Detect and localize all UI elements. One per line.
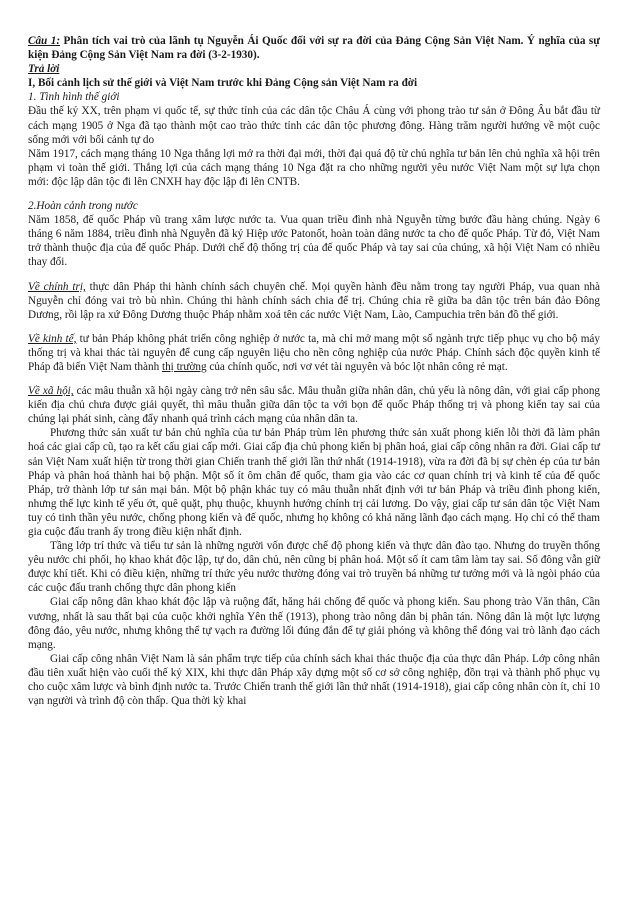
question-label: Câu 1: xyxy=(28,35,61,47)
document-page xyxy=(28,34,600,708)
paragraph-economy xyxy=(28,332,600,374)
economy-lead: Về kinh tế, xyxy=(28,332,77,345)
economy-text-1: tư bản Pháp không phát triển công nghiệp ở nước ta, mà chỉ mở mang một số ngành trực tiếp phục vụ cho bộ máy thống trị và khai thác tài nguyên để cung cấp nguyên liệu cho nền công nghiệp của nước Pháp. Chính sách độc quyền kinh tế Pháp đã biến Việt Nam thành xyxy=(28,332,600,373)
question-text: Phân tích vai trò của lãnh tụ Nguyễn Ái Quốc đối với sự ra đời của Đảng Cộng Sản Việt Nam. Ý nghĩa của sự kiện Đảng Cộng Sản Việt Nam ra đời (3-2-1930). xyxy=(28,35,600,62)
market-link[interactable]: thị trường xyxy=(161,360,207,373)
politics-text: thực dân Pháp thi hành chính sách chuyên chế. Mọi quyền hành đều nằm trong tay người Pháp, vua quan nhà Nguyễn chỉ đóng vai trò bù nhìn. Chúng thi hành chính sách chia để trị. Chúng chia rẽ giữa ba dân tộc trên bán đảo Đông Dương, rồi lập ra xứ Đông Dương thuộc Pháp nhằm xoá tên các nước Việt Nam, Lào, Campuchia trên bản đồ thế giới. xyxy=(28,280,600,321)
paragraph-domestic-1: Năm 1858, đế quốc Pháp vũ trang xâm lược nước ta. Vua quan triều đình nhà Nguyễn từng bước đầu hàng chúng. Ngày 6 tháng 6 năm 1884, triều đình nhà Nguyễn đã ký Hiệp ước Patonốt, hoàn toàn dâng nước ta cho đế quốc Pháp. Từ đó, Việt Nam trở thành thuộc địa của đế quốc Pháp. Dưới chế độ thống trị của đế quốc Pháp và tay sai của chúng, xã hội Việt Nam có nhiều thay đổi. xyxy=(28,214,600,269)
paragraph-intellectuals: Tầng lớp trí thức và tiểu tư sản là những người vốn được chế độ phong kiến và thực dân đào tạo. Nhưng do truyền thống yêu nước chi phối, họ khao khát độc lập, tự do, dân chủ, nên cũng bị phân hoá. Một số ít cam tâm làm tay sai. Số đông vẫn giữ được khí tiết. Khi có điều kiện, những trí thức yêu nước thường đóng vai trò truyền bá những tư tưởng mới và là ngòi pháo của các cuộc đấu tranh chống thực dân phong kiến xyxy=(28,540,600,595)
paragraph-workers: Giai cấp công nhân Việt Nam là sản phẩm trực tiếp của chính sách khai thác thuộc địa của thực dân Pháp. Lớp công nhân đầu tiên xuất hiện vào cuối thế kỷ XIX, khi thực dân Pháp xây dựng một số cơ sở công nghiệp, đồn trại và thành phố phục vụ cho cuộc xâm lược và bình định nước ta. Trước Chiến tranh thế giới lần thứ nhất (1914-1918), giai cấp công nhân còn ít, chỉ 10 vạn người và trình độ còn thấp. Qua thời kỳ khai xyxy=(28,652,600,708)
paragraph-classes: Phương thức sản xuất tư bản chủ nghĩa của tư bản Pháp trùm lên phương thức sản xuất phong kiến lỗi thời đã làm phân hoá các giai cấp cũ, tạo ra kết cấu giai cấp mới. Giai cấp địa chủ phong kiến bị phân hoá, giai cấp công nhân ra đời. Giai cấp tư sản Việt Nam xuất hiện từ trong thời gian Chiến tranh thế giới lần thứ nhất (1914-1918), vừa ra đời đã bị sự chèn ép của tư bản Pháp và phân hoá thành hai bộ phận. Một số ít ôm chân đế quốc, tham gia vào các cơ quan chính trị và kinh tế của đế quốc Pháp, trở thành lớp tư sản mại bản. Một bộ phận khác tuy có mâu thuẫn nhất định với tư bản Pháp và triều đình phong kiến, nhưng thế lực kinh tế yếu ớt, quê quặt, phụ thuộc, khuynh hướng chính trị cải lương. Do vậy, giai cấp tư sản dân tộc Việt Nam tuy có tinh thần yêu nước, chống phong kiến và đế quốc, nhưng họ không có khả năng lãnh đạo cách mạng. Họ chỉ có thể tham gia cuộc đấu tranh ấy trong điều kiện nhất định. xyxy=(28,427,600,538)
paragraph-world-1: Đầu thế kỷ XX, trên phạm vi quốc tế, sự thức tỉnh của các dân tộc Châu Á cùng với phong trào tư sản ở Đông Âu bắt đầu từ cách mạng 1905 ở Nga đã tạo thành một cao trào thức tỉnh các dân tộc phương đông. Hàng trăm người hướng về một cuộc sống mới với bối cảnh tự do xyxy=(28,105,600,146)
paragraph-politics xyxy=(28,280,600,322)
section-heading: I, Bối cảnh lịch sử thế giới và Việt Nam trước khi Đảng Cộng sản Việt Nam ra đời xyxy=(28,77,418,90)
answer-label: Trả lời xyxy=(28,63,60,76)
society-text: các mâu thuẫn xã hội ngày càng trở nên sâu sắc. Mâu thuẫn giữa nhân dân, chủ yếu là nông dân, với giai cấp phong kiến địa chủ chưa được giải quyết, thì mâu thuẫn giữa dân tộc ta với bọn đế quốc Pháp thống trị và phong kiến tay sai của chúng lại phát sinh, càng đẩy nhanh quá trình cách mạng của nhân dân ta. xyxy=(28,385,601,426)
subheading-domestic: 2.Hoàn cảnh trong nước xyxy=(28,200,138,213)
paragraph-society xyxy=(28,384,600,426)
paragraph-world-2: Năm 1917, cách mạng tháng 10 Nga thắng lợi mở ra thời đại mới, thời đại quá độ từ chủ nghĩa tư bản lên chủ nghĩa xã hội trên phạm vi toàn thế giới. Thắng lợi của cách mạng tháng 10 Nga đặt ra cho những người yêu nước Việt Nam một sự lựa chọn mới: độc lập dân tộc đi lên CNXH hay độc lập đi lên CNTB. xyxy=(28,147,600,188)
politics-lead: Về chính trị, xyxy=(28,280,86,293)
question-paragraph xyxy=(28,34,600,62)
economy-text-2: của chính quốc, nơi vơ vét tài nguyên và bóc lột nhân công rẻ mạt. xyxy=(206,360,508,373)
subheading-world: 1. Tình hình thế giới xyxy=(28,91,120,104)
paragraph-peasants: Giai cấp nông dân khao khát độc lập và ruộng đất, hăng hái chống đế quốc và phong kiến. Sau phong trào Văn thân, Cần vương, nhất là sau thất bại của cuộc khởi nghĩa Yên thế (1913), phong trào nông dân bị phân tán. Nông dân là một lực lượng đông đảo, yêu nước, nhưng không thể tự vạch ra đường lối đúng đắn để tự giải phóng và không thể đóng vai trò lãnh đạo cách mạng. xyxy=(28,596,600,651)
society-lead: Về xã hội, xyxy=(28,385,74,398)
